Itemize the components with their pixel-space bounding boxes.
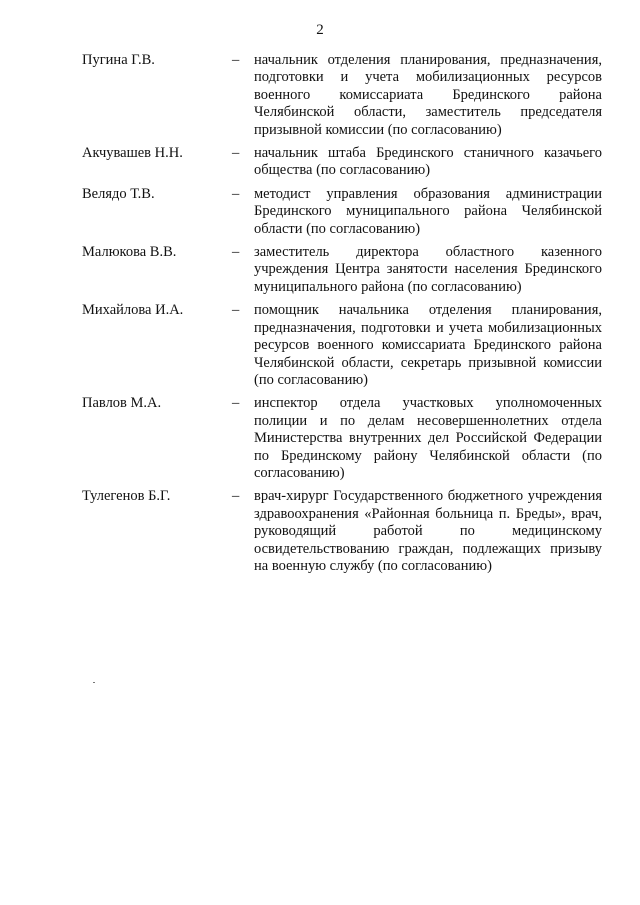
scan-speck	[93, 682, 95, 683]
member-position: методист управления образования администрации Брединского муниципального района Челябинской области (по согласованию)	[254, 185, 602, 237]
separator-dash: –	[232, 395, 240, 412]
member-entry-velyado	[82, 186, 602, 238]
member-name: Акчувашев Н.Н.	[82, 145, 183, 162]
separator-dash: –	[232, 244, 240, 261]
member-entry-mikhailova	[82, 302, 602, 389]
separator-dash: –	[232, 185, 240, 202]
member-entry-pavlov	[82, 395, 602, 482]
member-entry-malyukova	[82, 244, 602, 296]
member-name: Тулегенов Б.Г.	[82, 488, 171, 505]
separator-dash: –	[232, 145, 240, 162]
member-position: помощник начальника отделения планирования, предназначения, подготовки и учета мобилизационных ресурсов военного комиссариата Брединского района Челябинской области, секретарь призывной комиссии (по согласованию)	[254, 302, 602, 388]
member-name: Велядо Т.В.	[82, 185, 155, 202]
member-position: начальник штаба Брединского станичного казачьего общества (по согласованию)	[254, 145, 602, 179]
member-entry-akchuvashev	[82, 145, 602, 180]
member-entry-tulegenov	[82, 488, 602, 575]
member-position: врач-хирург Государственного бюджетного учреждения здравоохранения «Районная больница п. Бреды», врач, руководящий работой по медицинскому освидетельствованию граждан, подлежащих призыву на военную службу (по согласованию)	[254, 488, 602, 574]
member-position: инспектор отдела участковых уполномоченных полиции и по делам несовершеннолетних отдела Министерства внутренних дел Российской Федерации по Брединскому району Челябинской области (по согласованию)	[254, 395, 602, 481]
member-name: Пугина Г.В.	[82, 52, 155, 68]
member-name: Малюкова В.В.	[82, 244, 177, 261]
member-position: заместитель директора областного казенного учреждения Центра занятости населения Брединского муниципального района (по согласованию)	[254, 244, 602, 295]
member-name: Михайлова И.А.	[82, 302, 184, 319]
page-number: 2	[316, 22, 324, 38]
member-entry-pugina	[82, 52, 602, 139]
member-name: Павлов М.А.	[82, 395, 162, 412]
commission-member-list	[82, 52, 602, 581]
member-position: начальник отделения планирования, предназначения, подготовки и учета мобилизационных ресурсов военного комиссариата Брединского района Челябинской области, заместитель председателя призывной комиссии (по согласованию)	[254, 52, 602, 138]
separator-dash: –	[232, 302, 240, 319]
separator-dash: –	[232, 488, 240, 505]
separator-dash: –	[232, 52, 240, 68]
